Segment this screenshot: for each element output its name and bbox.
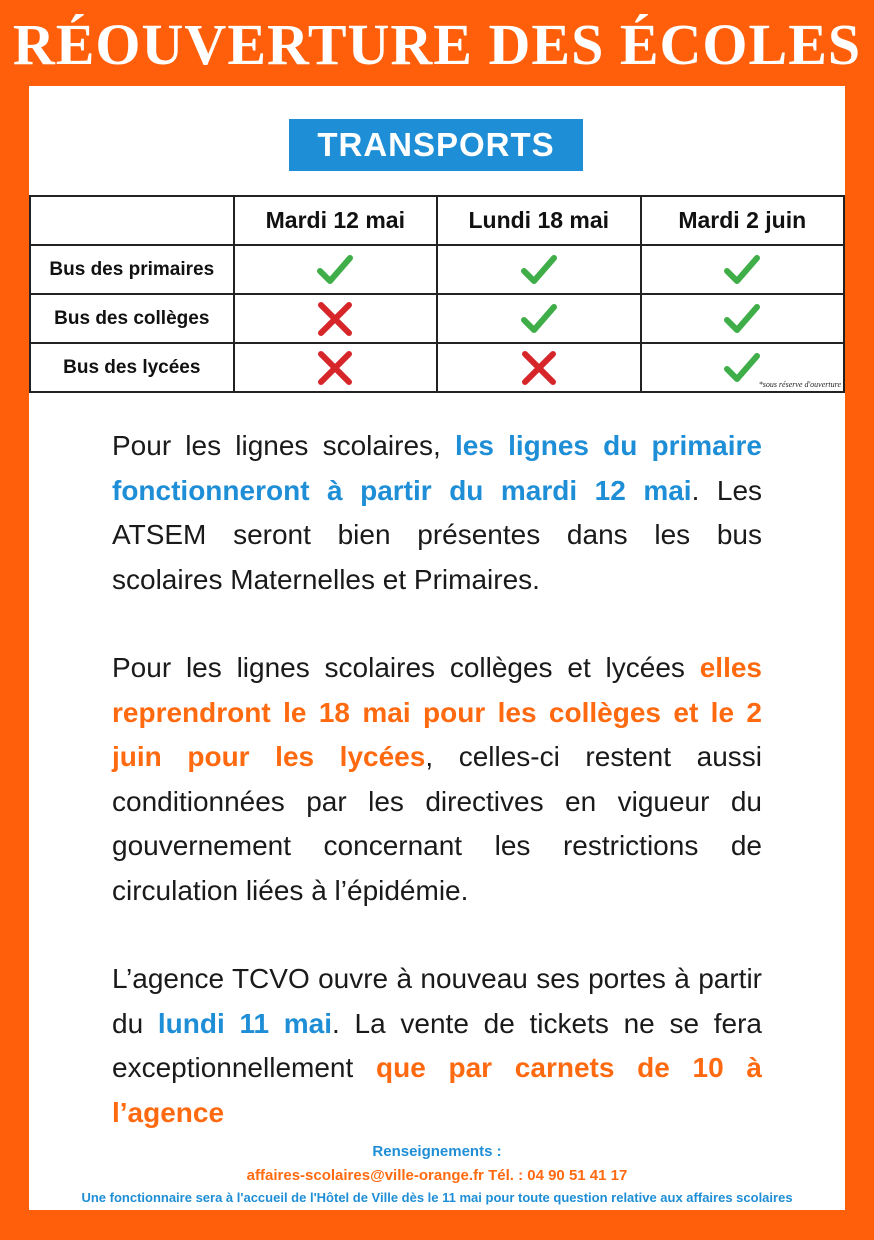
footer-notice: Une fonctionnaire sera à l'accueil de l'Hôtel de Ville dès le 11 mai pour toute question relative aux affaires scolaires [81,1190,793,1205]
footer-heading: Renseignements : [372,1143,502,1160]
status-cell [234,294,437,343]
contact-line[interactable]: affaires-scolaires@ville-orange.fr Tél. : 04 90 51 41 17 [246,1167,628,1184]
schedule-table [29,195,845,393]
status-cell [641,343,845,392]
text-run: . La vente de tickets ne se fera exceptionnellement [112,1007,762,1083]
check-icon [722,348,762,388]
table-header-row [30,196,844,245]
cross-icon [315,299,355,339]
row-label: Bus des lycées [30,343,234,392]
check-icon [722,250,762,290]
check-icon [315,250,355,290]
status-cell [641,245,845,294]
row-label: Bus des collèges [30,294,234,343]
highlight-orange: que par carnets de 10 à l’agence [112,1052,762,1128]
paragraph-secondary [112,646,762,913]
page-title: RÉOUVERTURE DES ÉCOLES [12,12,862,77]
check-icon [519,250,559,290]
header-empty-cell [30,196,234,245]
text-run: Pour les lignes scolaires, [112,430,455,461]
paragraph-agency [112,957,762,1135]
paragraph-primary [112,424,762,602]
row-label: Bus des primaires [30,245,234,294]
column-header: Mardi 2 juin [641,196,845,245]
column-header: Lundi 18 mai [437,196,640,245]
footnote: *sous réserve d'ouverture [758,380,841,389]
footer [29,1140,845,1208]
text-run: , celles-ci restent aussi conditionnées par les directives en vigueur du gouvernement concernant les restrictions de circulation liées à l’épidémie. [112,741,762,906]
status-cell [437,294,640,343]
column-header: Mardi 12 mai [234,196,437,245]
status-cell [437,245,640,294]
status-cell [641,294,845,343]
cross-icon [519,348,559,388]
text-run: L’agence TCVO ouvre à nouveau ses portes à partir du [112,963,762,1039]
status-cell [234,343,437,392]
section-badge: TRANSPORTS [289,119,583,171]
table-row [30,343,844,392]
highlight-blue: les lignes du primaire fonctionneront à partir du mardi 12 mai [112,430,762,506]
text-run: . Les ATSEM seront bien présentes dans les bus scolaires Maternelles et Primaires. [112,474,763,595]
status-cell [437,343,640,392]
table-row [30,245,844,294]
text-run: Pour les lignes scolaires collèges et lycées [112,652,700,683]
highlight-blue: lundi 11 mai [157,1007,333,1039]
highlight-orange: elles reprendront le 18 mai pour les collèges et le 2 juin pour les lycées [112,652,762,772]
check-icon [519,299,559,339]
body-text [112,424,762,1179]
cross-icon [315,348,355,388]
check-icon [722,299,762,339]
content-panel [29,86,845,1210]
table-row [30,294,844,343]
status-cell [234,245,437,294]
